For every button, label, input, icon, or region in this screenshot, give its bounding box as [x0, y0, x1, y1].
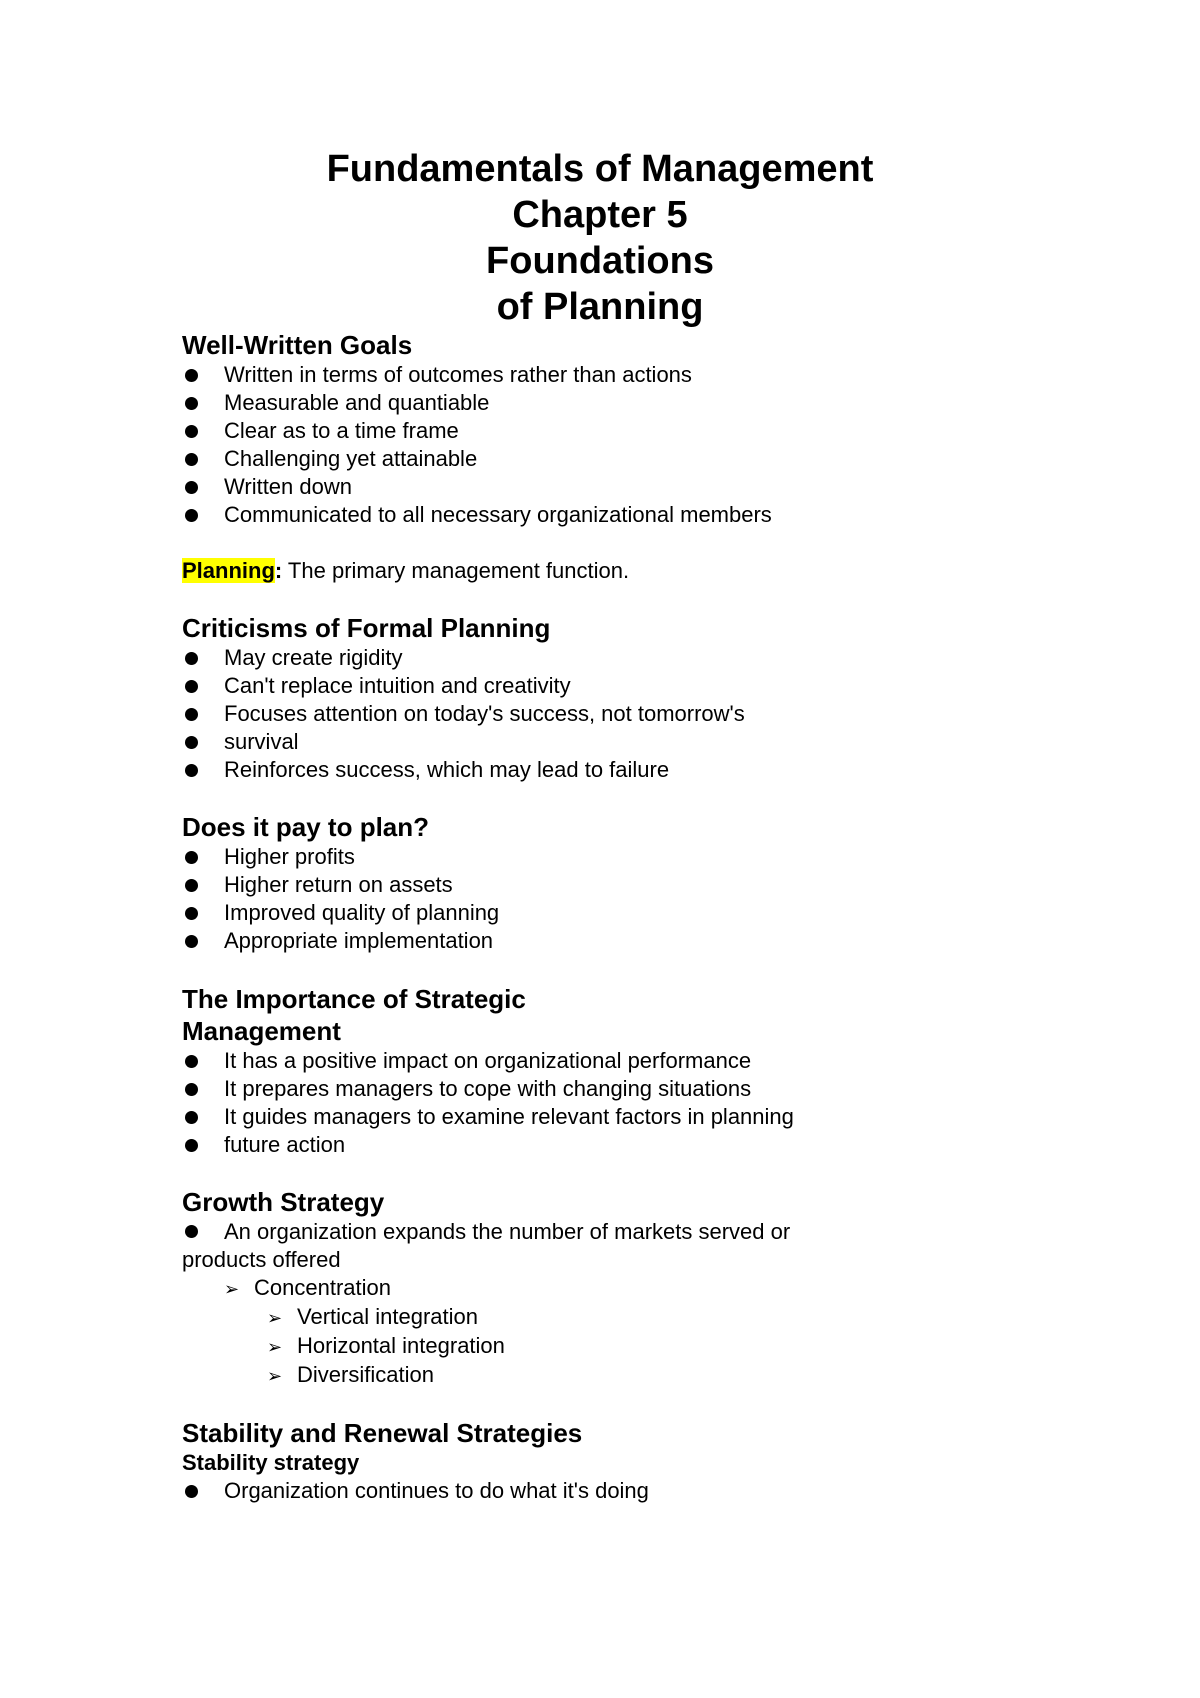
- list-item: May create rigidity: [182, 644, 1082, 672]
- bullet-icon: [185, 652, 198, 665]
- list-item: Measurable and quantiable: [182, 389, 1082, 417]
- list-item-continuation: products offered: [182, 1247, 341, 1272]
- document-title: [0, 146, 1200, 330]
- list-item: Appropriate implementation: [182, 927, 1082, 955]
- bullet-icon: [185, 879, 198, 892]
- spacer: [182, 529, 1082, 557]
- list-item: Clear as to a time frame: [182, 417, 1082, 445]
- stability-list: [182, 1477, 1082, 1505]
- bullet-icon: [185, 481, 198, 494]
- arrow-list-item: ➢ Concentration: [182, 1274, 1082, 1303]
- bullet-icon: [185, 935, 198, 948]
- list-item: It guides managers to examine relevant factors in planning: [182, 1103, 1082, 1131]
- arrow-list-item: ➢ Diversification: [182, 1361, 1082, 1390]
- document-body: [182, 330, 1082, 1505]
- highlighted-term: Planning: [182, 558, 275, 583]
- bullet-icon: [185, 1111, 198, 1124]
- list-item: Focuses attention on today's success, not tomorrow's: [182, 700, 1082, 728]
- list-item: future action: [182, 1131, 1082, 1159]
- bullet-icon: [185, 1485, 198, 1498]
- list-item: Communicated to all necessary organizational members: [182, 501, 1082, 529]
- list-item: Written down: [182, 473, 1082, 501]
- section-heading-stability: Stability and Renewal Strategies: [182, 1418, 583, 1448]
- subheading-stability-strategy: Stability strategy: [182, 1450, 360, 1475]
- list-item: Higher return on assets: [182, 871, 1082, 899]
- section-heading-importance-2: Management: [182, 1016, 341, 1046]
- spacer: [182, 1159, 1082, 1187]
- arrow-bullet-icon: ➢: [267, 1308, 283, 1328]
- list-item: Organization continues to do what it's doing: [182, 1477, 1082, 1505]
- title-line-2: Chapter 5: [512, 194, 688, 236]
- bullet-icon: [185, 680, 198, 693]
- importance-list: [182, 1047, 1082, 1159]
- bullet-icon: [185, 1225, 198, 1238]
- bullet-icon: [185, 369, 198, 382]
- arrow-list-item: ➢ Vertical integration: [182, 1303, 1082, 1332]
- list-item: An organization expands the number of markets served or: [182, 1218, 1082, 1246]
- list-item: survival: [182, 728, 1082, 756]
- bullet-icon: [185, 1055, 198, 1068]
- definition-colon: :: [274, 558, 283, 583]
- section-heading-pay: Does it pay to plan?: [182, 812, 430, 842]
- list-item: It prepares managers to cope with changing situations: [182, 1075, 1082, 1103]
- title-line-4: of Planning: [496, 286, 704, 328]
- arrow-bullet-icon: ➢: [267, 1337, 283, 1357]
- section-heading-importance-1: The Importance of Strategic: [182, 984, 526, 1014]
- bullet-icon: [185, 453, 198, 466]
- planning-definition: [182, 557, 1082, 585]
- spacer: [182, 1390, 1082, 1418]
- bullet-icon: [185, 764, 198, 777]
- list-item: Reinforces success, which may lead to failure: [182, 756, 1082, 784]
- bullet-icon: [185, 851, 198, 864]
- spacer: [182, 784, 1082, 812]
- bullet-icon: [185, 1139, 198, 1152]
- arrow-bullet-icon: ➢: [267, 1366, 283, 1386]
- arrow-bullet-icon: ➢: [224, 1279, 240, 1299]
- section-heading-criticisms: Criticisms of Formal Planning: [182, 613, 551, 643]
- spacer: [182, 585, 1082, 613]
- bullet-icon: [185, 1083, 198, 1096]
- bullet-icon: [185, 425, 198, 438]
- list-item: Challenging yet attainable: [182, 445, 1082, 473]
- criticisms-list: [182, 644, 1082, 784]
- bullet-icon: [185, 397, 198, 410]
- definition-text: The primary management function.: [282, 558, 630, 583]
- section-heading-growth: Growth Strategy: [182, 1187, 385, 1217]
- bullet-icon: [185, 907, 198, 920]
- title-line-1: Fundamentals of Management: [326, 148, 874, 190]
- list-item: Higher profits: [182, 843, 1082, 871]
- section-heading-goals: Well-Written Goals: [182, 330, 413, 360]
- list-item: Written in terms of outcomes rather than actions: [182, 361, 1082, 389]
- bullet-icon: [185, 509, 198, 522]
- title-line-3: Foundations: [486, 240, 714, 282]
- pay-list: [182, 843, 1082, 955]
- arrow-list-item: ➢ Horizontal integration: [182, 1332, 1082, 1361]
- goals-list: [182, 361, 1082, 529]
- list-item: Can't replace intuition and creativity: [182, 672, 1082, 700]
- bullet-icon: [185, 736, 198, 749]
- list-item: It has a positive impact on organizational performance: [182, 1047, 1082, 1075]
- bullet-icon: [185, 708, 198, 721]
- list-item: Improved quality of planning: [182, 899, 1082, 927]
- spacer: [182, 955, 1082, 983]
